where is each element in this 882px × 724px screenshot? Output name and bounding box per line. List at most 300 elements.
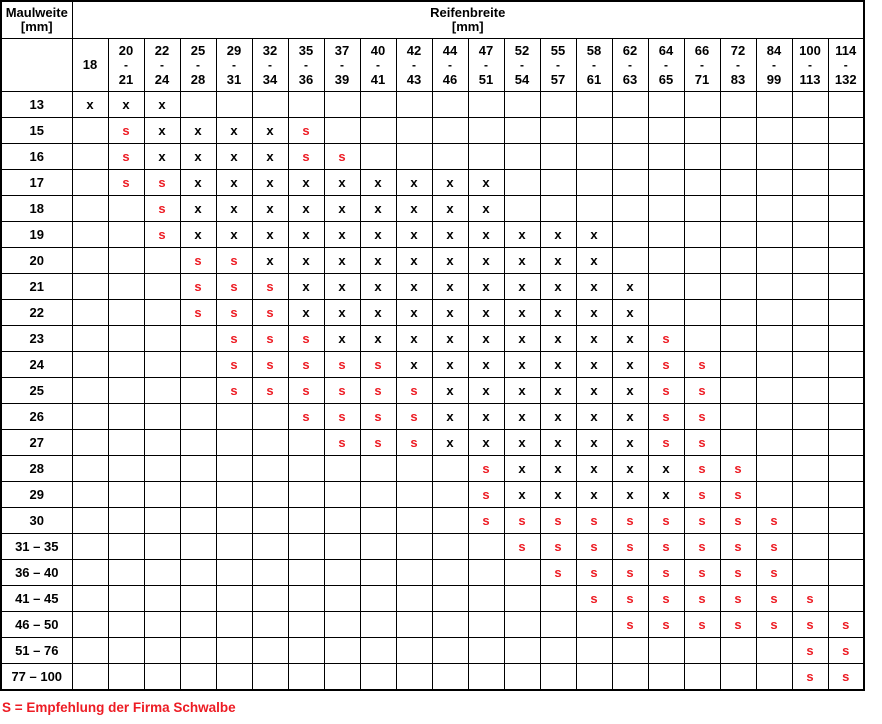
cell-empty xyxy=(540,118,576,144)
column-header-upper: 84 xyxy=(766,42,782,58)
cell-compatible: x xyxy=(432,222,468,248)
row-label-maulweite: 19 xyxy=(1,222,72,248)
table-row xyxy=(1,378,864,404)
cell-empty xyxy=(144,430,180,456)
column-header-14 xyxy=(540,39,576,92)
cell-compatible: x xyxy=(576,274,612,300)
cell-compatible: x xyxy=(432,378,468,404)
cell-recommended: s xyxy=(216,274,252,300)
cell-empty xyxy=(108,612,144,638)
column-header-lower: 21 xyxy=(118,72,134,88)
cell-compatible: x xyxy=(432,196,468,222)
cell-empty xyxy=(324,456,360,482)
row-label-maulweite: 77 – 100 xyxy=(1,664,72,691)
cell-recommended: s xyxy=(756,612,792,638)
cell-empty xyxy=(648,274,684,300)
cell-recommended: s xyxy=(720,586,756,612)
cell-empty xyxy=(756,300,792,326)
row-label-maulweite: 41 – 45 xyxy=(1,586,72,612)
column-header-dash: - xyxy=(592,57,596,72)
column-header-dash: - xyxy=(772,57,776,72)
cell-empty xyxy=(792,352,828,378)
column-header-dash: - xyxy=(124,57,128,72)
cell-empty xyxy=(324,508,360,534)
column-header-upper: 100 xyxy=(799,42,821,58)
cell-compatible: x xyxy=(504,248,540,274)
cell-empty xyxy=(612,144,648,170)
cell-recommended: s xyxy=(360,352,396,378)
cell-recommended: s xyxy=(648,508,684,534)
column-header-upper: 66 xyxy=(694,42,710,58)
cell-empty xyxy=(648,170,684,196)
cell-recommended: s xyxy=(648,404,684,430)
cell-compatible: x xyxy=(468,248,504,274)
cell-recommended: s xyxy=(684,560,720,586)
column-header-11 xyxy=(432,39,468,92)
cell-empty xyxy=(792,300,828,326)
cell-empty xyxy=(576,92,612,118)
cell-recommended: s xyxy=(648,586,684,612)
cell-compatible: x xyxy=(180,144,216,170)
cell-empty xyxy=(684,118,720,144)
cell-recommended: s xyxy=(720,560,756,586)
cell-empty xyxy=(792,170,828,196)
cell-empty xyxy=(252,664,288,691)
cell-empty xyxy=(324,586,360,612)
cell-empty xyxy=(144,534,180,560)
cell-empty xyxy=(180,326,216,352)
cell-empty xyxy=(144,508,180,534)
cell-empty xyxy=(576,196,612,222)
cell-compatible: x xyxy=(360,274,396,300)
column-header-single: 18 xyxy=(82,57,98,73)
cell-compatible: x xyxy=(504,352,540,378)
cell-empty xyxy=(324,664,360,691)
cell-empty xyxy=(72,560,108,586)
column-header-21 xyxy=(792,39,828,92)
cell-recommended: s xyxy=(612,534,648,560)
cell-empty xyxy=(576,638,612,664)
cell-empty xyxy=(504,586,540,612)
cell-empty xyxy=(72,222,108,248)
cell-empty xyxy=(360,508,396,534)
cell-compatible: x xyxy=(324,274,360,300)
cell-compatible: x xyxy=(504,404,540,430)
cell-empty xyxy=(180,92,216,118)
cell-compatible: x xyxy=(432,274,468,300)
column-header-dash: - xyxy=(556,57,560,72)
table-row xyxy=(1,274,864,300)
cell-empty xyxy=(828,430,864,456)
column-header-dash: - xyxy=(736,57,740,72)
column-header-upper: 29 xyxy=(226,42,242,58)
row-label-maulweite: 29 xyxy=(1,482,72,508)
cell-empty xyxy=(720,248,756,274)
cell-compatible: x xyxy=(396,196,432,222)
column-header-3 xyxy=(144,39,180,92)
cell-empty xyxy=(504,196,540,222)
cell-empty xyxy=(612,170,648,196)
top-header-reifenbreite xyxy=(72,1,864,39)
cell-recommended: s xyxy=(612,612,648,638)
cell-recommended: s xyxy=(288,378,324,404)
column-header-upper: 42 xyxy=(406,42,422,58)
cell-empty xyxy=(648,222,684,248)
cell-empty xyxy=(828,482,864,508)
cell-recommended: s xyxy=(828,612,864,638)
cell-empty xyxy=(396,560,432,586)
column-header-7 xyxy=(288,39,324,92)
column-header-20 xyxy=(756,39,792,92)
cell-empty xyxy=(252,586,288,612)
row-label-maulweite: 27 xyxy=(1,430,72,456)
table-row xyxy=(1,456,864,482)
cell-recommended: s xyxy=(756,586,792,612)
cell-empty xyxy=(180,456,216,482)
cell-recommended: s xyxy=(576,508,612,534)
top-header-line2: [mm] xyxy=(451,19,484,34)
cell-recommended: s xyxy=(756,560,792,586)
cell-empty xyxy=(792,430,828,456)
cell-compatible: x xyxy=(144,144,180,170)
cell-compatible: x xyxy=(612,430,648,456)
cell-compatible: x xyxy=(504,300,540,326)
row-label-maulweite: 23 xyxy=(1,326,72,352)
cell-empty xyxy=(648,248,684,274)
cell-empty xyxy=(72,404,108,430)
cell-empty xyxy=(108,222,144,248)
cell-empty xyxy=(324,118,360,144)
cell-empty xyxy=(828,144,864,170)
column-header-dash: - xyxy=(340,57,344,72)
cell-recommended: s xyxy=(360,378,396,404)
cell-empty xyxy=(72,170,108,196)
cell-recommended: s xyxy=(720,456,756,482)
cell-empty xyxy=(432,118,468,144)
cell-recommended: s xyxy=(468,456,504,482)
column-header-4 xyxy=(180,39,216,92)
cell-empty xyxy=(540,92,576,118)
column-header-lower: 71 xyxy=(694,72,710,88)
cell-empty xyxy=(792,248,828,274)
column-header-12 xyxy=(468,39,504,92)
cell-empty xyxy=(72,300,108,326)
cell-recommended: s xyxy=(396,404,432,430)
cell-recommended: s xyxy=(396,430,432,456)
cell-recommended: s xyxy=(108,144,144,170)
table-body xyxy=(1,92,864,691)
cell-recommended: s xyxy=(648,534,684,560)
cell-recommended: s xyxy=(684,378,720,404)
table-row xyxy=(1,248,864,274)
cell-empty xyxy=(180,560,216,586)
cell-recommended: s xyxy=(612,586,648,612)
cell-empty xyxy=(108,196,144,222)
column-header-dash: - xyxy=(808,57,812,72)
table-row xyxy=(1,664,864,691)
cell-recommended: s xyxy=(684,456,720,482)
cell-empty xyxy=(288,638,324,664)
cell-empty xyxy=(252,404,288,430)
column-header-upper: 20 xyxy=(118,42,134,58)
cell-empty xyxy=(612,664,648,691)
cell-recommended: s xyxy=(756,508,792,534)
cell-empty xyxy=(648,118,684,144)
table-row xyxy=(1,196,864,222)
cell-compatible: x xyxy=(432,404,468,430)
cell-empty xyxy=(432,534,468,560)
column-header-dash: - xyxy=(700,57,704,72)
cell-empty xyxy=(720,638,756,664)
cell-empty xyxy=(792,92,828,118)
cell-compatible: x xyxy=(180,196,216,222)
table-row xyxy=(1,170,864,196)
cell-empty xyxy=(792,196,828,222)
cell-empty xyxy=(720,274,756,300)
cell-empty xyxy=(180,586,216,612)
cell-empty xyxy=(144,482,180,508)
cell-recommended: s xyxy=(216,248,252,274)
cell-compatible: x xyxy=(288,300,324,326)
cell-empty xyxy=(828,352,864,378)
cell-empty xyxy=(540,196,576,222)
cell-empty xyxy=(396,638,432,664)
cell-empty xyxy=(828,508,864,534)
cell-empty xyxy=(288,482,324,508)
cell-recommended: s xyxy=(540,534,576,560)
cell-compatible: x xyxy=(504,274,540,300)
cell-compatible: x xyxy=(540,352,576,378)
column-header-upper: 32 xyxy=(262,42,278,58)
cell-empty xyxy=(792,456,828,482)
cell-empty xyxy=(504,612,540,638)
cell-empty xyxy=(144,378,180,404)
cell-empty xyxy=(828,404,864,430)
cell-recommended: s xyxy=(288,352,324,378)
cell-recommended: s xyxy=(792,664,828,691)
header-row-titles xyxy=(1,1,864,39)
cell-compatible: x xyxy=(144,92,180,118)
cell-empty xyxy=(756,144,792,170)
cell-empty xyxy=(144,456,180,482)
cell-compatible: x xyxy=(468,300,504,326)
cell-compatible: x xyxy=(396,248,432,274)
cell-empty xyxy=(756,222,792,248)
column-header-dash: - xyxy=(484,57,488,72)
table-row xyxy=(1,300,864,326)
cell-empty xyxy=(432,560,468,586)
cell-empty xyxy=(612,196,648,222)
cell-empty xyxy=(108,300,144,326)
column-header-dash: - xyxy=(304,57,308,72)
column-header-8 xyxy=(324,39,360,92)
cell-empty xyxy=(828,170,864,196)
cell-compatible: x xyxy=(540,274,576,300)
cell-compatible: x xyxy=(324,196,360,222)
cell-empty xyxy=(576,664,612,691)
cell-empty xyxy=(396,664,432,691)
cell-compatible: x xyxy=(468,326,504,352)
cell-empty xyxy=(432,664,468,691)
cell-empty xyxy=(720,326,756,352)
cell-empty xyxy=(252,612,288,638)
cell-empty xyxy=(756,404,792,430)
cell-empty xyxy=(468,118,504,144)
column-header-lower: 63 xyxy=(622,72,638,88)
cell-compatible: x xyxy=(324,326,360,352)
cell-empty xyxy=(288,456,324,482)
cell-empty xyxy=(720,430,756,456)
cell-empty xyxy=(360,534,396,560)
cell-empty xyxy=(360,92,396,118)
cell-compatible: x xyxy=(612,378,648,404)
cell-empty xyxy=(72,196,108,222)
cell-empty xyxy=(216,534,252,560)
cell-empty xyxy=(792,222,828,248)
cell-compatible: x xyxy=(468,196,504,222)
row-label-maulweite: 13 xyxy=(1,92,72,118)
cell-empty xyxy=(360,664,396,691)
column-header-dash: - xyxy=(664,57,668,72)
cell-empty xyxy=(792,326,828,352)
cell-empty xyxy=(360,560,396,586)
column-header-upper: 22 xyxy=(154,42,170,58)
cell-compatible: x xyxy=(468,222,504,248)
row-label-maulweite: 28 xyxy=(1,456,72,482)
cell-empty xyxy=(792,560,828,586)
cell-recommended: s xyxy=(504,508,540,534)
row-label-maulweite: 46 – 50 xyxy=(1,612,72,638)
cell-empty xyxy=(720,352,756,378)
cell-empty xyxy=(108,638,144,664)
column-header-upper: 47 xyxy=(478,42,494,58)
cell-recommended: s xyxy=(216,326,252,352)
cell-empty xyxy=(432,144,468,170)
column-header-upper: 35 xyxy=(298,42,314,58)
cell-empty xyxy=(180,612,216,638)
cell-empty xyxy=(540,612,576,638)
cell-empty xyxy=(792,274,828,300)
cell-empty xyxy=(828,222,864,248)
cell-empty xyxy=(396,534,432,560)
column-header-upper: 114 xyxy=(835,42,857,58)
cell-empty xyxy=(684,222,720,248)
cell-empty xyxy=(540,638,576,664)
column-header-lower: 83 xyxy=(730,72,746,88)
cell-empty xyxy=(648,144,684,170)
cell-empty xyxy=(144,326,180,352)
column-header-dash: - xyxy=(412,57,416,72)
cell-recommended: s xyxy=(180,300,216,326)
cell-compatible: x xyxy=(576,482,612,508)
row-label-maulweite: 36 – 40 xyxy=(1,560,72,586)
cell-empty xyxy=(108,378,144,404)
table-row xyxy=(1,222,864,248)
column-header-upper: 55 xyxy=(550,42,566,58)
cell-compatible: x xyxy=(504,430,540,456)
column-header-5 xyxy=(216,39,252,92)
cell-compatible: x xyxy=(324,300,360,326)
cell-empty xyxy=(612,248,648,274)
cell-compatible: x xyxy=(252,196,288,222)
cell-recommended: s xyxy=(792,612,828,638)
cell-recommended: s xyxy=(144,196,180,222)
row-label-maulweite: 18 xyxy=(1,196,72,222)
cell-empty xyxy=(108,560,144,586)
cell-empty xyxy=(756,430,792,456)
cell-empty xyxy=(756,378,792,404)
cell-recommended: s xyxy=(288,326,324,352)
cell-compatible: x xyxy=(180,222,216,248)
column-header-upper: 58 xyxy=(586,42,602,58)
column-header-upper: 62 xyxy=(622,42,638,58)
cell-empty xyxy=(684,300,720,326)
cell-empty xyxy=(324,482,360,508)
cell-empty xyxy=(828,300,864,326)
column-header-16 xyxy=(612,39,648,92)
cell-recommended: s xyxy=(684,404,720,430)
cell-empty xyxy=(612,92,648,118)
cell-compatible: x xyxy=(288,248,324,274)
column-header-upper: 72 xyxy=(730,42,746,58)
cell-recommended: s xyxy=(684,586,720,612)
cell-empty xyxy=(252,456,288,482)
header-row-columns xyxy=(1,39,864,92)
cell-compatible: x xyxy=(432,300,468,326)
cell-recommended: s xyxy=(288,118,324,144)
cell-compatible: x xyxy=(612,482,648,508)
cell-empty xyxy=(108,430,144,456)
row-label-maulweite: 15 xyxy=(1,118,72,144)
cell-empty xyxy=(72,482,108,508)
cell-empty xyxy=(324,534,360,560)
cell-empty xyxy=(720,118,756,144)
cell-recommended: s xyxy=(108,118,144,144)
cell-compatible: x xyxy=(324,170,360,196)
cell-recommended: s xyxy=(756,534,792,560)
column-header-upper: 37 xyxy=(334,42,350,58)
cell-empty xyxy=(180,404,216,430)
legend-text: S = Empfehlung der Firma Schwalbe xyxy=(2,700,236,715)
cell-recommended: s xyxy=(684,430,720,456)
cell-empty xyxy=(180,352,216,378)
cell-recommended: s xyxy=(792,638,828,664)
cell-empty xyxy=(432,612,468,638)
cell-empty xyxy=(540,664,576,691)
cell-compatible: x xyxy=(396,170,432,196)
cell-compatible: x xyxy=(432,248,468,274)
cell-compatible: x xyxy=(216,196,252,222)
column-header-lower: 61 xyxy=(586,72,602,88)
column-header-lower: 51 xyxy=(478,72,494,88)
cell-empty xyxy=(756,170,792,196)
cell-empty xyxy=(828,586,864,612)
cell-compatible: x xyxy=(360,248,396,274)
table-row xyxy=(1,92,864,118)
cell-compatible: x xyxy=(468,404,504,430)
cell-empty xyxy=(288,664,324,691)
cell-empty xyxy=(216,482,252,508)
cell-empty xyxy=(396,612,432,638)
cell-compatible: x xyxy=(360,326,396,352)
cell-empty xyxy=(684,170,720,196)
cell-compatible: x xyxy=(360,222,396,248)
cell-recommended: s xyxy=(252,326,288,352)
cell-compatible: x xyxy=(468,378,504,404)
column-header-dash: - xyxy=(628,57,632,72)
cell-empty xyxy=(252,638,288,664)
cell-recommended: s xyxy=(252,378,288,404)
